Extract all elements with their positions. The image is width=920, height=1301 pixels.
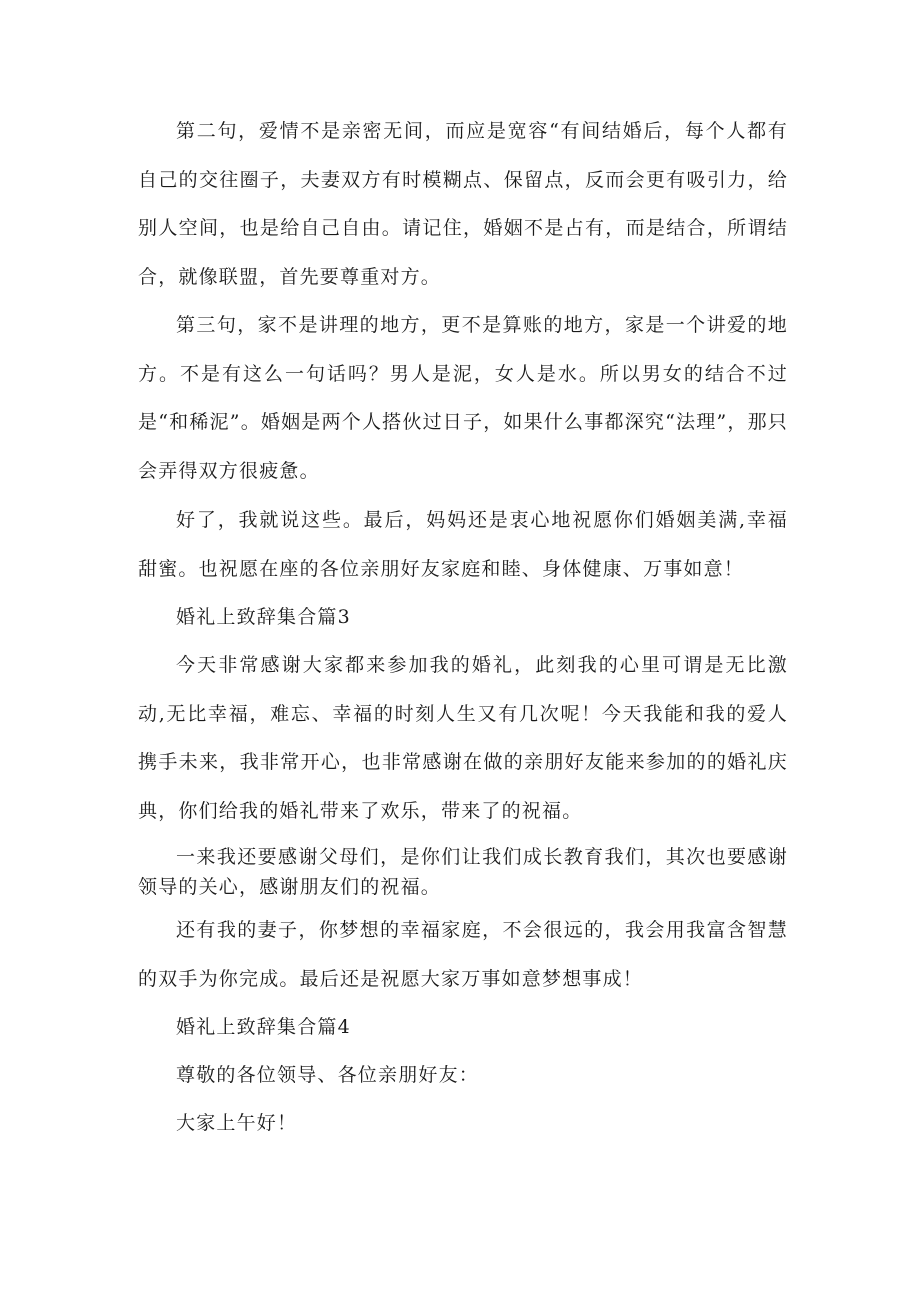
paragraph-text: 好了，我就说这些。最后，妈妈还是衷心地祝愿你们婚姻美满,幸福甜蜜。也祝愿在座的各位亲朋好友家庭和睦、身体健康、万事如意！: [138, 509, 788, 580]
paragraph-text: 第二句，爱情不是亲密无间，而应是宽容“有间结婚后，每个人都有自己的交往圈子，夫妻双方有时模糊点、保留点，反而会更有吸引力，给别人空间，也是给自己自由。请记住，婚姻不是占有，而是结合，所谓结合，就像联盟，首先要尊重对方。: [138, 120, 788, 288]
paragraph-text: 一来我还要感谢父母们，是你们让我们成长教育我们，其次也要感谢领导的关心，感谢朋友们的祝福。: [138, 846, 788, 898]
paragraph-wife: [138, 906, 788, 1003]
paragraph-thanks-guests: [138, 641, 788, 835]
paragraph-text: 还有我的妻子，你梦想的幸福家庭，不会很远的，我会用我富含智慧的双手为你完成。最后还是祝愿大家万事如意梦想事成！: [138, 919, 788, 990]
paragraph-text: 第三句，家不是讲理的地方，更不是算账的地方，家是一个讲爱的地方。不是有这么一句话吗？男人是泥，女人是水。所以男女的结合不过是“和稀泥”。婚姻是两个人搭伙过日子，如果什么事都深究“法理”，那只会弄得双方很疲惫。: [138, 314, 788, 482]
paragraph-second-sentence: [138, 107, 788, 301]
paragraph-greeting: [138, 1099, 788, 1148]
heading-text: 婚礼上致辞集合篇3: [176, 606, 351, 628]
paragraph-closing-blessing: [138, 496, 788, 593]
heading-text: 婚礼上致辞集合篇4: [176, 1016, 351, 1038]
section-heading-3: [138, 593, 788, 642]
paragraph-thanks-parents: [138, 842, 788, 902]
paragraph-text: 尊敬的各位领导、各位亲朋好友：: [176, 1064, 480, 1086]
paragraph-third-sentence: [138, 301, 788, 495]
paragraph-salutation: [138, 1051, 788, 1100]
section-heading-4: [138, 1003, 788, 1052]
paragraph-text: 大家上午好！: [176, 1112, 298, 1134]
paragraph-text: 今天非常感谢大家都来参加我的婚礼，此刻我的心里可谓是无比激动,无比幸福，难忘、幸福的时刻人生又有几次呢！今天我能和我的爱人携手未来，我非常开心，也非常感谢在做的亲朋好友能来参加的的婚礼庆典，你们给我的婚礼带来了欢乐，带来了的祝福。: [138, 654, 788, 822]
